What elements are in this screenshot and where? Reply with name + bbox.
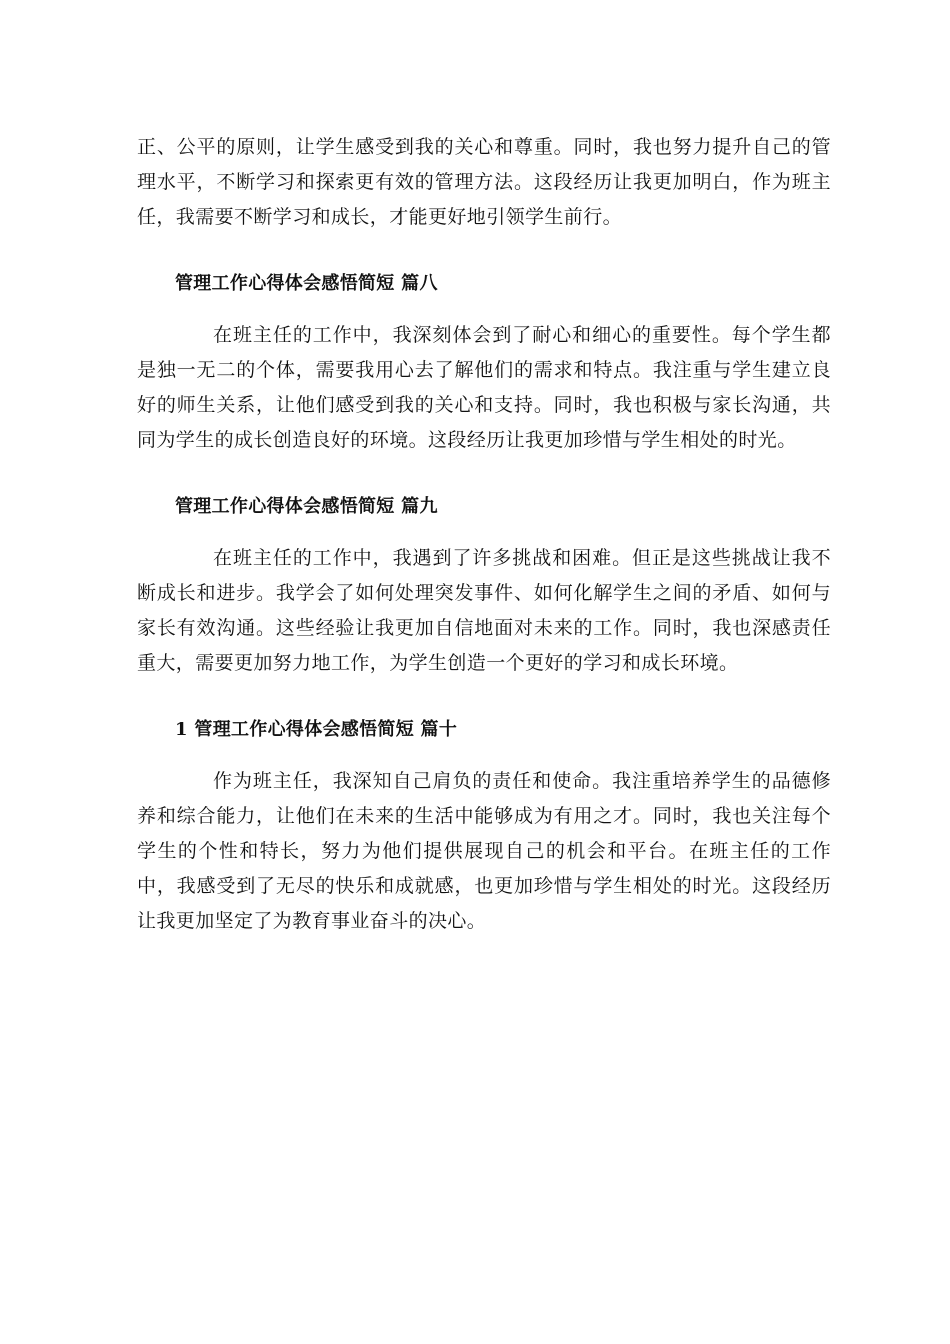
section-paragraph-10: 作为班主任，我深知自己肩负的责任和使命。我注重培养学生的品德修养和综合能力，让他们在未来的生活中能够成为有用之才。同时，我也关注每个学生的个性和特长，努力为他们提供展现自己的机会和平台。在班主任的工作中，我感受到了无尽的快乐和成就感，也更加珍惜与学生相处的时光。这段经历让我更加坚定了为教育事业奋斗的决心。: [137, 770, 831, 932]
section-heading-10: 1 管理工作心得体会感悟简短 篇十: [175, 719, 458, 740]
section-paragraph-8: 在班主任的工作中，我深刻体会到了耐心和细心的重要性。每个学生都是独一无二的个体，需要我用心去了解他们的需求和特点。我注重与学生建立良好的师生关系，让他们感受到我的关心和支持。同时，我也积极与家长沟通，共同为学生的成长创造良好的环境。这段经历让我更加珍惜与学生相处的时光。: [137, 324, 831, 451]
section-heading-9: 管理工作心得体会感悟简短 篇九: [175, 496, 438, 517]
section-heading-8: 管理工作心得体会感悟简短 篇八: [175, 273, 438, 294]
section-paragraph-9: 在班主任的工作中，我遇到了许多挑战和困难。但正是这些挑战让我不断成长和进步。我学会了如何处理突发事件、如何化解学生之间的矛盾、如何与家长有效沟通。这些经验让我更加自信地面对未来的工作。同时，我也深感责任重大，需要更加努力地工作，为学生创造一个更好的学习和成长环境。: [137, 547, 831, 674]
document-body: [137, 130, 831, 939]
continuation-paragraph: 正、公平的原则，让学生感受到我的关心和尊重。同时，我也努力提升自己的管理水平，不断学习和探索更有效的管理方法。这段经历让我更加明白，作为班主任，我需要不断学习和成长，才能更好地引领学生前行。: [137, 136, 831, 228]
